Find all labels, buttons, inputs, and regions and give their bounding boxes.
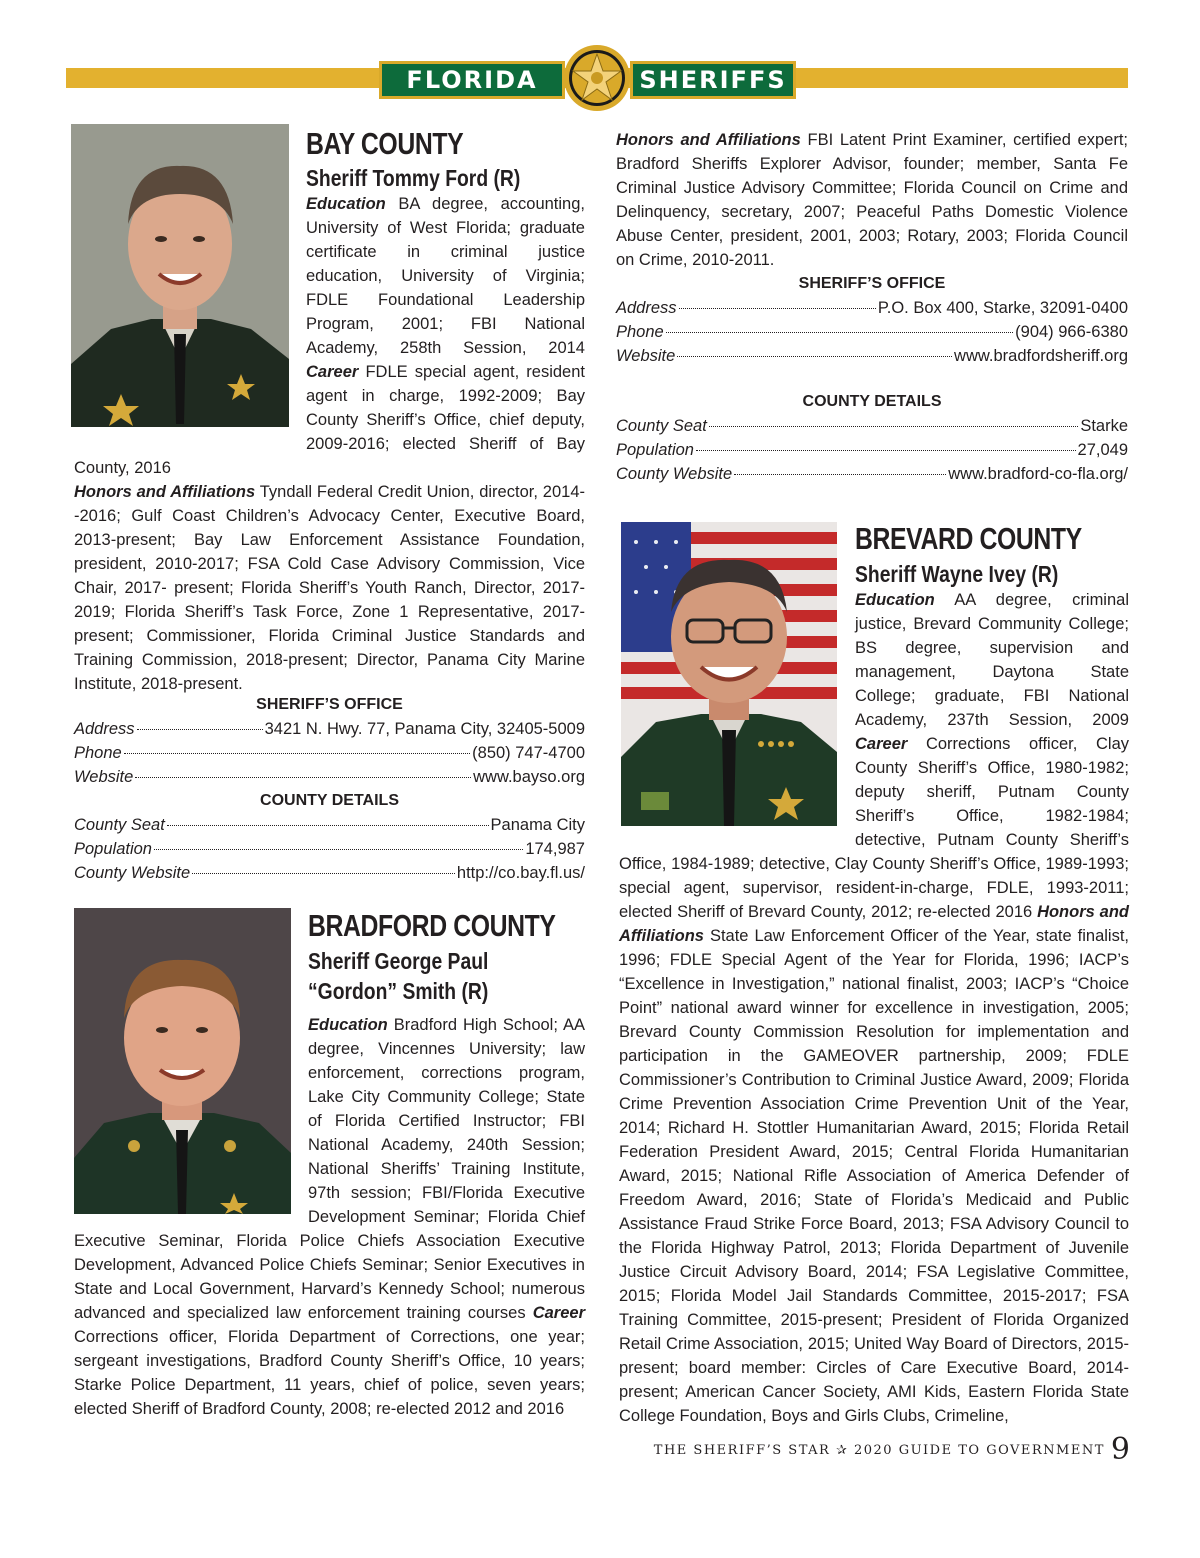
bradford-county-heading: BRADFORD COUNTY <box>308 908 556 943</box>
bradford-office-block <box>616 272 1128 486</box>
bay-phone: (850) 747-4700 <box>472 744 585 762</box>
bradford-honors-text: FBI Latent Print Examiner, certified expert; Bradford Sheriffs Explorer Advisor, founder; member, Santa Fe Criminal Justice Advisory Committee; Florida Council on Crime and Delinquency, secretary, 2007; Peaceful Paths Domestic Violence Abuse Center, president, 2001, 2003; Rotary, 2003; Florida Council on Crime, 2010-2011. <box>616 131 1129 269</box>
bradford-website: www.bradfordsheriff.org <box>954 347 1128 365</box>
bradford-phone: (904) 966-6380 <box>1015 323 1128 341</box>
bradford-phone-row: Phone (904) 966-6380 <box>616 320 1128 344</box>
bradford-education-label: Education <box>308 1016 388 1034</box>
bradford-education-text: Bradford High School; AA degree, Vincennes University; law enforcement, corrections program, Lake City Community College; State of Florida Certified Instructor; FBI National Academy, 240th Session; National Sheriffs’ Training Institute, 97th session; FBI/Florida Executive Development Seminar; Florida Chief Executive Seminar, Florida Police Chiefs Association Executive Development, Advanced Police Chiefs Seminar; Senior Executives in State and Local Government, Harvard’s Kennedy School; numerous advanced and specialized law enforcement training courses <box>74 1016 585 1322</box>
bradford-website-row: Website www.bradfordsheriff.org <box>616 344 1128 368</box>
bay-phone-row: Phone (850) 747-4700 <box>74 741 585 765</box>
bradford-population-row: Population 27,049 <box>616 438 1128 462</box>
bradford-sheriff-name-line2: “Gordon” Smith (R) <box>308 978 489 1004</box>
bradford-details-heading: COUNTY DETAILS <box>802 393 942 410</box>
bay-seat-row: County Seat Panama City <box>74 813 585 837</box>
bradford-career-label: Career <box>532 1304 585 1322</box>
brevard-honors-label: Honors and Affiliations <box>619 903 1130 945</box>
page-number: 9 <box>1110 1432 1130 1467</box>
bay-county-website-row: County Website http://co.bay.fl.us/ <box>74 861 585 885</box>
brevard-bio <box>619 588 1129 1428</box>
bradford-address: P.O. Box 400, Starke, 32091-0400 <box>877 299 1128 317</box>
brevard-education-text: AA degree, criminal justice, Brevard Community College; BS degree, supervision and management, Daytona State College; graduate, FBI National Academy, 237th Session, 2009 <box>855 591 1129 729</box>
bradford-population: 27,049 <box>1077 441 1128 459</box>
bradford-career-text: Corrections officer, Florida Department of Corrections, one year; sergeant investigations, Bradford County Sheriff’s Office, 10 years; Starke Police Department, 11 years, chief of police, seven years; elected Sheriff of Bradford County, 2008; re-elected 2012 and 2016 <box>74 1328 585 1418</box>
page-footer <box>638 1432 1130 1467</box>
bradford-honors <box>616 128 1128 272</box>
bradford-photo-spacer <box>74 1013 308 1229</box>
bradford-honors-label: Honors and Affiliations <box>616 131 801 149</box>
brevard-education-label: Education <box>855 591 935 609</box>
bay-career-label: Career <box>306 363 359 381</box>
bay-career-text: FDLE special agent, resident agent in charge, 1992-2009; Bay County Sheriff’s Office, chief deputy, 2009-2016; elected Sheriff of Bay County, 2016 <box>74 363 585 477</box>
bay-honors-text: Tyndall Federal Credit Union, director, 2014--2016; Gulf Coast Children’s Advocacy Center, Executive Board, 2013-present; Bay Law Enforcement Assistance Foundation, president, 2010-2017; FSA Cold Case Advisory Commission, Vice Chair, 2017- present; Florida Sheriff’s Youth Ranch, Director, 2017-2019; Florida Sheriff’s Task Force, Zone 1 Representative, 2017-present; Commissioner, Florida Criminal Justice Standards and Training Commission, 2018-present; Director, Panama City Marine Institute, 2018-present. <box>74 483 585 693</box>
bay-seat: Panama City <box>490 816 585 834</box>
bay-details-heading: COUNTY DETAILS <box>260 792 399 809</box>
sheriff-star-badge-icon <box>562 43 632 113</box>
brevard-honors-text: State Law Enforcement Officer of the Year, state finalist, 1996; FDLE Special Agent of the Year for Florida, 1996; IACP’s “Excellence in Investigation,” national finalist, 2003; IACP’s “Choice Point” national award winner for excellence in investigation, 2005; Brevard County Commission Resolution for implementation and participation in the GAMEOVER partnership, 2009; FDLE Commissioner’s Contribution to Criminal Justice Award, 2009; Florida Crime Prevention Association Crime Prevention Unit of the Year, 2014; Richard H. Stottler Humanitarian Award, 2015; Florida Retail Federation President Award, 2015; Central Florida Humanitarian Award, 2015; National Rifle Association of America Defender of Freedom Award, 2016; State of Florida’s Medicaid and Public Assistance Fraud Strike Force Board, 2013; FSA Advisory Council to the Florida Highway Patrol, 2013; Florida Department of Juvenile Justice Circuit Advisory Board, 2014; FSA Legislative Committee, 2015; Florida Model Jail Standards Committee, 2015-2017; FSA Training Committee, 2015-present; President of Florida Organized Retail Crime Association, 2015; United Way Board of Directors, 2015-present; board member: Circles of Care Executive Board, 2014-present; American Cancer Society, AMI Kids, Eastern Florida State College Foundation, Boys and Girls Clubs, Crimeline, <box>619 927 1129 1425</box>
bay-website-row: Website www.bayso.org <box>74 765 585 789</box>
bay-honors-label: Honors and Affiliations <box>74 483 256 501</box>
bay-address-row: Address 3421 N. Hwy. 77, Panama City, 32405-5009 <box>74 717 585 741</box>
bay-address: 3421 N. Hwy. 77, Panama City, 32405-5009 <box>264 720 585 738</box>
bay-population-row: Population 174,987 <box>74 837 585 861</box>
bay-office-heading: SHERIFF’S OFFICE <box>256 696 403 713</box>
bay-population: 174,987 <box>525 840 585 858</box>
bradford-county-website: www.bradford-co-fla.org/ <box>948 465 1128 483</box>
bradford-seat: Starke <box>1080 417 1128 435</box>
bay-photo-spacer <box>74 192 306 454</box>
bradford-county-website-row: County Website www.bradford-co-fla.org/ <box>616 462 1128 486</box>
bay-sheriff-name: Sheriff Tommy Ford (R) <box>306 165 521 191</box>
brevard-photo-spacer <box>619 588 855 852</box>
bradford-bio <box>74 1013 585 1421</box>
brevard-career-label: Career <box>855 735 908 753</box>
footer-text: THE SHERIFF’S STAR ✰ 2020 GUIDE TO GOVERNMENT <box>653 1443 1105 1458</box>
brevard-county-heading: BREVARD COUNTY <box>855 521 1082 556</box>
bay-website: www.bayso.org <box>473 768 585 786</box>
header-title-florida: FLORIDA <box>379 61 565 99</box>
bay-education-label: Education <box>306 195 386 213</box>
bradford-seat-row: County Seat Starke <box>616 414 1128 438</box>
bay-bio <box>74 192 585 696</box>
bay-county-heading: BAY COUNTY <box>306 126 464 161</box>
brevard-career-text: Corrections officer, Clay County Sheriff’s Office, 1980-1982; deputy sheriff, Putnam County Sheriff’s Office, 1982-1984; detective, Putnam County Sheriff’s Office, 1984-1989; detective, Clay County Sheriff’s Office, 1989-1993; special agent, supervisor, resident-in-charge, FDLE, 1993-2011; elected Sheriff of Brevard County, 2012; re-elected 2016 <box>619 735 1129 921</box>
bradford-address-row: Address P.O. Box 400, Starke, 32091-0400 <box>616 296 1128 320</box>
bay-office-block <box>74 693 585 885</box>
bradford-office-heading: SHERIFF’S OFFICE <box>798 275 946 292</box>
header-title-sheriffs: SHERIFFS <box>630 61 796 99</box>
bay-county-website: http://co.bay.fl.us/ <box>456 864 585 882</box>
bradford-sheriff-name-line1: Sheriff George Paul <box>308 948 489 974</box>
bay-education-text: BA degree, accounting, University of West Florida; graduate certificate in criminal justice education, University of Virginia; FDLE Foundational Leadership Program, 2001; FBI National Academy, 258th Session, 2014 <box>306 195 585 357</box>
brevard-sheriff-name: Sheriff Wayne Ivey (R) <box>855 561 1059 587</box>
